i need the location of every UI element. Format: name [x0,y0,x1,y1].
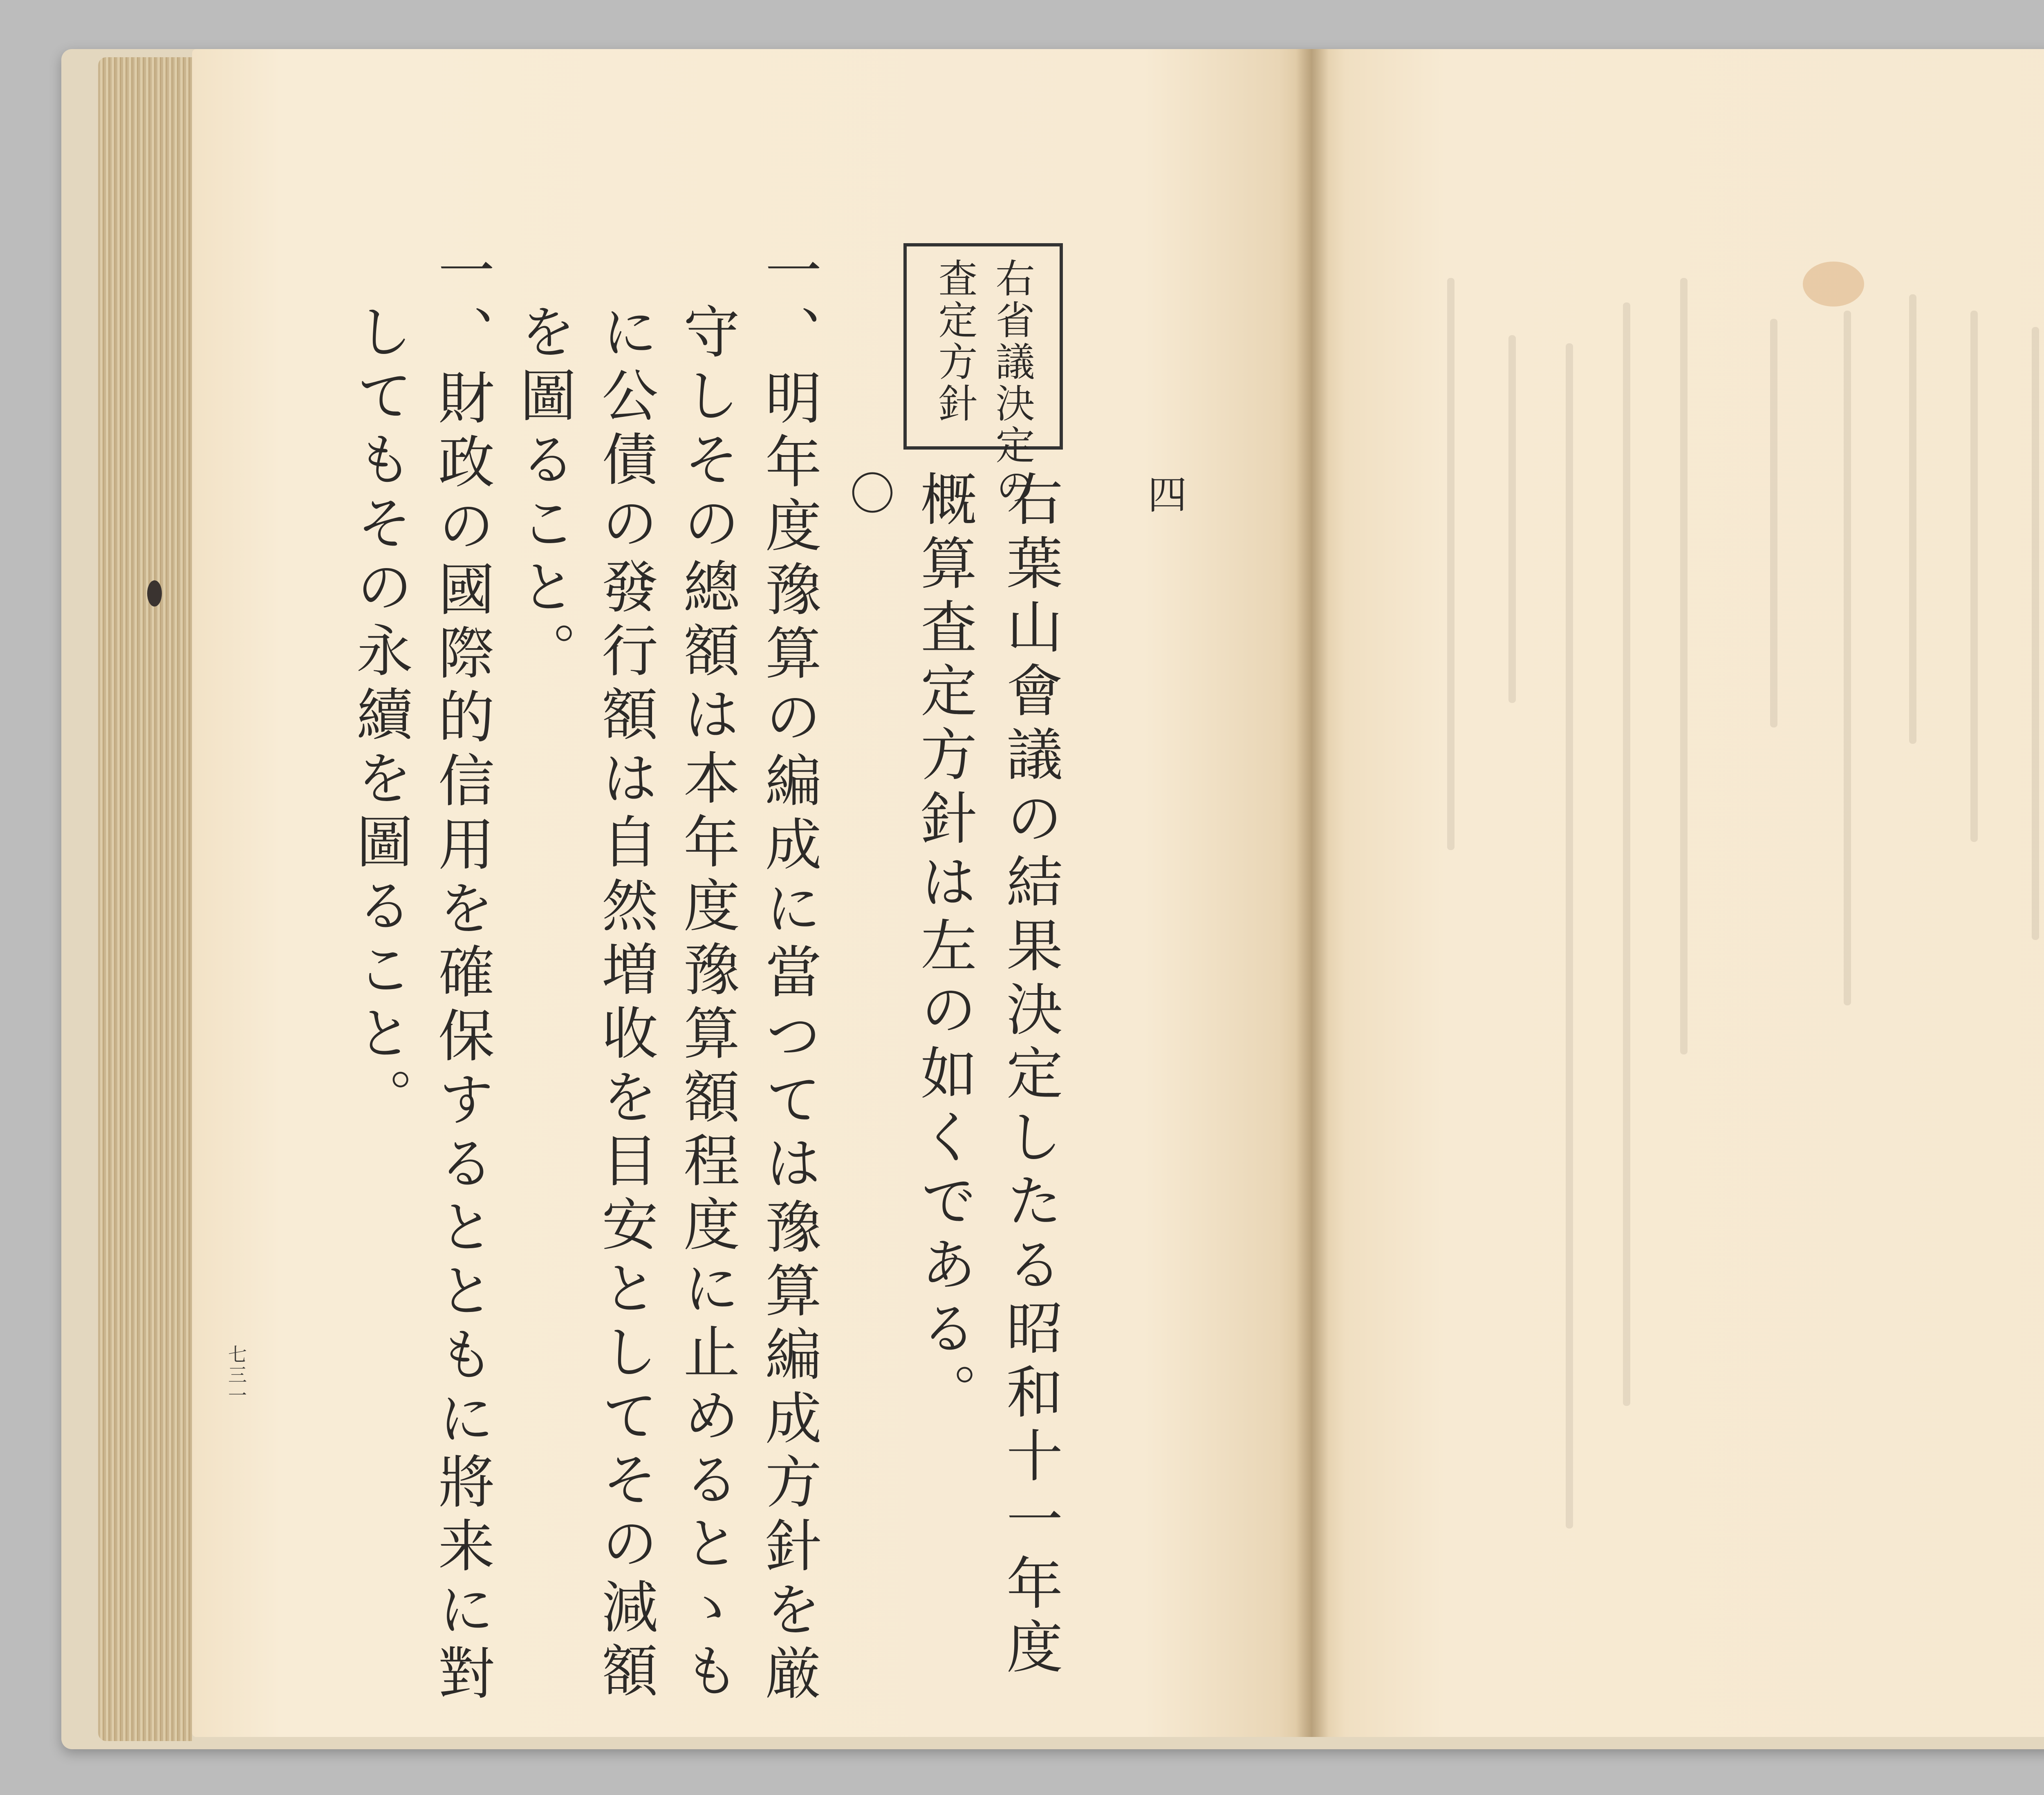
boxed-heading-line-1: 右省議決定の [989,258,1035,508]
bleed-through-mark [2032,327,2039,940]
boxed-heading-line-2: 査定方針 [932,258,978,425]
bleed-through-mark [1623,302,1630,1406]
boxed-heading [903,243,1063,508]
bleed-through-mark [1770,319,1777,727]
text-column-3: 一、明年度豫算の編成に當つては豫算編成方針を厳 [756,241,822,1708]
ink-blot [147,580,162,607]
text-column-5: に公債の發行額は自然増收を目安としてその減額 [592,302,658,1705]
right-page [1312,49,2044,1737]
bleed-through-mark [1970,311,1978,842]
bleed-through-mark [1566,343,1573,1529]
section-number: 四 [1141,474,1187,521]
book-gutter [1296,49,1329,1737]
bleed-through-mark [1508,335,1516,703]
circle-marker: 〇 [843,470,895,522]
bleed-through-mark [1909,294,1916,744]
text-column-7: 一、財政の國際的信用を確保するとともに將来に對 [429,241,495,1708]
left-page-edges [98,57,192,1741]
bleed-through-mark [1447,278,1455,850]
page-stain [1803,262,1864,307]
text-column-8: してもその永續を圖ること。 [347,302,413,1131]
bleed-through-mark [1844,311,1851,1005]
text-column-1: 右葉山會議の結果決定したる昭和十一年度 [997,470,1063,1681]
left-page-number: 七三一 [225,1345,247,1406]
text-column-2: 概算査定方針は左の如くである。 [911,470,977,1426]
bleed-through-mark [1680,278,1688,1054]
text-column-4: 守しその總額は本年度豫算額程度に止めるとゝも [674,302,740,1705]
text-column-6: を圖ること。 [511,302,576,685]
